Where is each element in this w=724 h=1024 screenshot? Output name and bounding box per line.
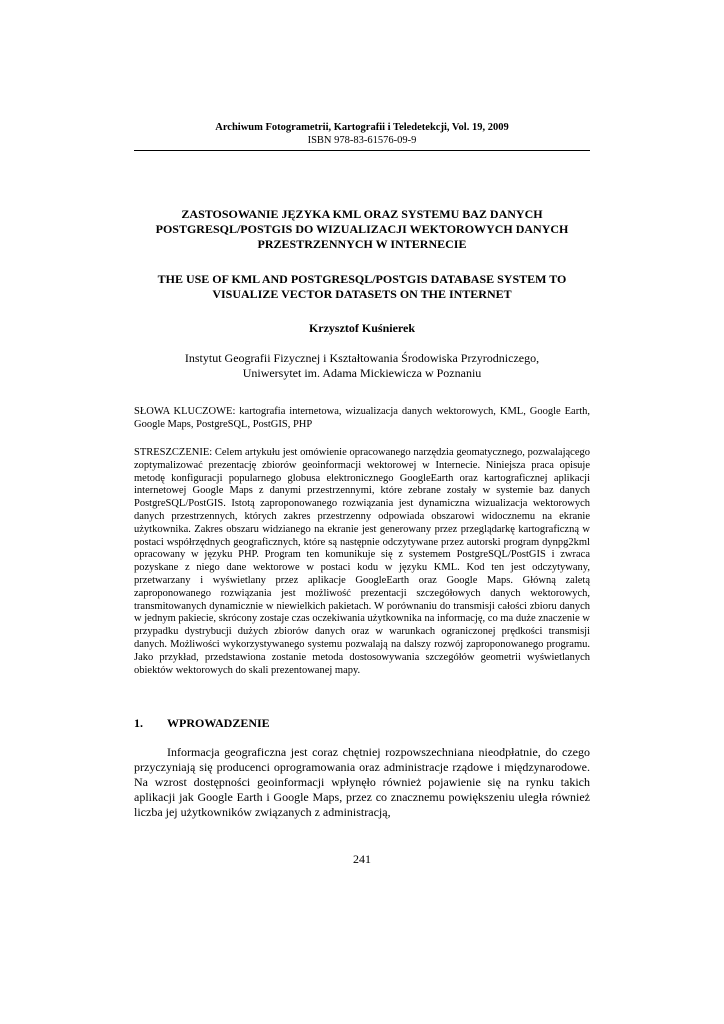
body-paragraph: Informacja geograficzna jest coraz chętniej rozpowszechniana nieodpłatnie, do czego przyczyniają się producenci oprogramowania oraz administracje rządowe i międzynarodowe. Na wzrost dostępności geoinformacji wpłynęło również pojawienie się na rynku takich aplikacji jak Google Earth i Google Maps, przez co znacznemu powiększeniu uległa również liczba jej użytkowników związanych z administracją, bbox=[134, 745, 590, 819]
title-english-line: VISUALIZE VECTOR DATASETS ON THE INTERNET bbox=[212, 287, 512, 301]
section-number: 1. bbox=[134, 716, 143, 730]
section-heading bbox=[134, 716, 590, 731]
affiliation-line: Uniwersytet im. Adama Mickiewicza w Poznaniu bbox=[242, 366, 482, 380]
title-english-line: THE USE OF KML AND POSTGRESQL/POSTGIS DATABASE SYSTEM TO bbox=[157, 272, 567, 286]
affiliation-line: Instytut Geografii Fizycznej i Kształtowania Środowiska Przyrodniczego, bbox=[184, 351, 540, 365]
section-title: WPROWADZENIE bbox=[167, 716, 270, 730]
page-number: 241 bbox=[353, 852, 371, 866]
title-polish bbox=[134, 207, 590, 252]
affiliation bbox=[134, 351, 590, 381]
keywords-paragraph: SŁOWA KLUCZOWE: kartografia internetowa, wizualizacja danych wektorowych, KML, Google Earth, Google Maps, PostgreSQL, PostGIS, PHP bbox=[134, 406, 590, 430]
isbn-line: ISBN 978-83-61576-09-9 bbox=[307, 135, 417, 146]
journal-header: Archiwum Fotogrametrii, Kartografii i Teledetekcji, Vol. 19, 2009 bbox=[215, 122, 509, 133]
author-name: Krzysztof Kuśnierek bbox=[308, 321, 416, 335]
header-rule bbox=[134, 150, 590, 151]
abstract-paragraph: STRESZCZENIE: Celem artykułu jest omówienie opracowanego narzędzia geomatycznego, pozwalającego zoptymalizować prezentację zbiorów geoinformacji wektorowej w Internecie. Niniejsza praca opisuje metodę konfiguracji popularnego globusa elektronicznego GoogleEarth oraz kartograficznej aplikacji internetowej Google Maps z danymi przestrzennymi, które zebrane zostały w systemie baz danych PostgreSQL/PostGIS. Istotą zaproponowanego rozwiązania jest dynamiczna wizualizacja wektorowych danych przestrzennych, których zakres przestrzenny odpowiada obszarowi widocznemu na ekranie użytkownika. Zakres obszaru widzianego na ekranie jest generowany przez przeglądarkę kartograficzną w postaci współrzędnych geograficznych, które są następnie odczytywane przez autorski program dynpg2kml opracowany w języku PHP. Program ten komunikuje się z systemem PostgreSQL/PostGIS i zwraca pozyskane z niego dane wektorowe w postaci kodu w języku KML. Kod ten jest odczytywany, przetwarzany i wyświetlany przez aplikacje GoogleEarth oraz Google Maps. Główną zaletą zaproponowanego rozwiązania jest możliwość prezentacji szczegółowych danych wektorowych, transmitowanych dynamicznie w niewielkich pakietach. W porównaniu do transmisji całości zbioru danych w jednym pakiecie, skrócony zostaje czas oczekiwania użytkownika na informację, co ma duże znaczenie w przypadku dystrybucji dużych zbiorów danych oraz w warunkach ograniczonej prędkości transmisji danych. Możliwości wykorzystywanego systemu pozwalają na dalszy rozwój zaproponowanego programu. Jako przykład, przedstawiona zostanie metoda dostosowywania szczegółów geometrii wyświetlanych obiektów wektorowych do skali prezentowanej mapy. bbox=[134, 447, 590, 676]
title-polish-line: ZASTOSOWANIE JĘZYKA KML ORAZ SYSTEMU BAZ DANYCH bbox=[181, 207, 543, 221]
title-polish-line: PRZESTRZENNYCH W INTERNECIE bbox=[257, 237, 467, 251]
title-polish-line: POSTGRESQL/POSTGIS DO WIZUALIZACJI WEKTOROWYCH DANYCH bbox=[155, 222, 569, 236]
title-english bbox=[134, 272, 590, 302]
